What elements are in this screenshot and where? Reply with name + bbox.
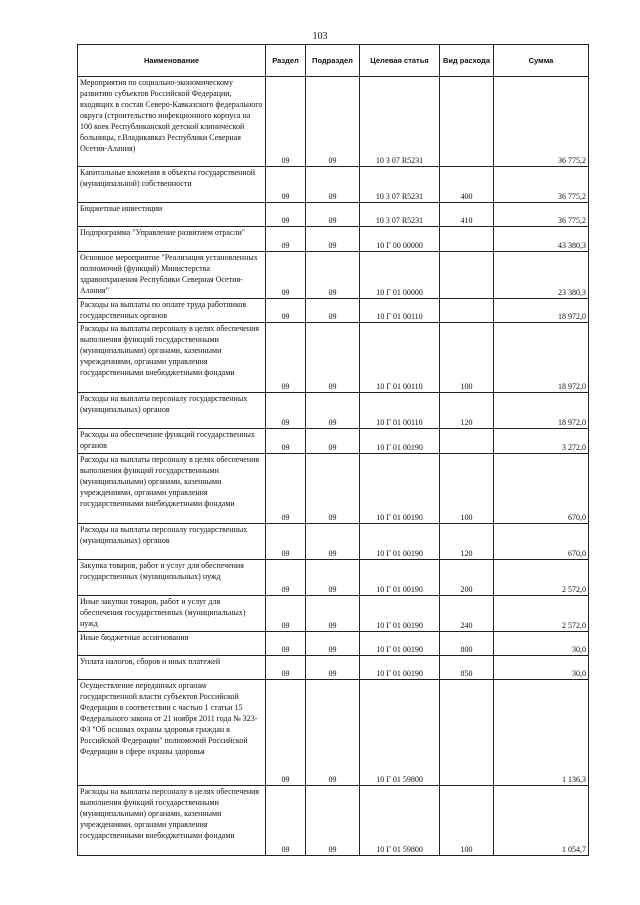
row-name: Закупка товаров, работ и услуг для обеспечения государственных (муниципальных) нужд xyxy=(78,560,266,596)
row-sum: 3 272,0 xyxy=(494,429,589,454)
row-section: 09 xyxy=(266,524,306,560)
header-sum: Сумма xyxy=(494,45,589,77)
row-subsection: 09 xyxy=(306,656,360,680)
row-target: 10 3 07 R5231 xyxy=(360,203,440,227)
table-row xyxy=(78,167,589,203)
page-number: 103 xyxy=(312,31,328,42)
row-subsection: 09 xyxy=(306,429,360,454)
budget-table xyxy=(77,44,589,856)
row-name: Уплата налогов, сборов и иных платежей xyxy=(78,656,266,680)
row-sum: 36 775,2 xyxy=(494,167,589,203)
row-subsection: 09 xyxy=(306,680,360,786)
row-name: Капитальные вложения в объекты государственной (муниципальной) собственности xyxy=(78,167,266,203)
row-subsection: 09 xyxy=(306,560,360,596)
row-sum: 670,0 xyxy=(494,454,589,524)
row-subsection: 09 xyxy=(306,167,360,203)
row-sum: 18 972,0 xyxy=(494,323,589,393)
row-name: Расходы на выплаты по оплате труда работников государственных органов xyxy=(78,299,266,323)
row-type: 100 xyxy=(440,454,494,524)
table-row xyxy=(78,560,589,596)
table-row xyxy=(78,77,589,167)
table-row xyxy=(78,429,589,454)
row-section: 09 xyxy=(266,299,306,323)
row-subsection: 09 xyxy=(306,252,360,299)
row-name: Мероприятия по социально-экономическому развитию субъектов Российской Федерации, входящих в состав Северо-Кавказского федерального округа (строительство инфекционного корпуса на 100 коек Республиканской детской клинической больницы, г.Владикавказ Республики Северная Осетия-Алания) xyxy=(78,77,266,167)
row-subsection: 09 xyxy=(306,227,360,252)
row-type xyxy=(440,77,494,167)
row-section: 09 xyxy=(266,656,306,680)
table-row xyxy=(78,454,589,524)
table-row xyxy=(78,786,589,856)
table-row xyxy=(78,656,589,680)
row-sum: 36 775,2 xyxy=(494,203,589,227)
header-target: Целевая статья xyxy=(360,45,440,77)
row-type xyxy=(440,680,494,786)
row-subsection: 09 xyxy=(306,203,360,227)
table-row xyxy=(78,299,589,323)
row-type: 100 xyxy=(440,786,494,856)
row-type xyxy=(440,252,494,299)
row-type xyxy=(440,227,494,252)
row-target: 10 Г 01 00190 xyxy=(360,632,440,656)
row-target: 10 Г 01 00110 xyxy=(360,393,440,429)
row-sum: 2 572,0 xyxy=(494,596,589,632)
row-name: Основное мероприятие "Реализация установленных полномочий (функций) Министерства здравоохранения Республики Северная Осетия-Алания" xyxy=(78,252,266,299)
row-sum: 43 380,3 xyxy=(494,227,589,252)
row-subsection: 09 xyxy=(306,454,360,524)
row-subsection: 09 xyxy=(306,77,360,167)
row-type: 850 xyxy=(440,656,494,680)
row-type: 400 xyxy=(440,167,494,203)
row-name: Бюджетные инвестиции xyxy=(78,203,266,227)
row-sum: 2 572,0 xyxy=(494,560,589,596)
row-type: 120 xyxy=(440,524,494,560)
row-target: 10 Г 01 00000 xyxy=(360,252,440,299)
row-target: 10 Г 01 00190 xyxy=(360,656,440,680)
row-section: 09 xyxy=(266,680,306,786)
row-sum: 23 380,3 xyxy=(494,252,589,299)
row-sum: 18 972,0 xyxy=(494,393,589,429)
row-type: 800 xyxy=(440,632,494,656)
row-sum: 1 136,3 xyxy=(494,680,589,786)
row-type: 100 xyxy=(440,323,494,393)
row-sum: 30,0 xyxy=(494,656,589,680)
row-type: 410 xyxy=(440,203,494,227)
row-target: 10 Г 01 59800 xyxy=(360,786,440,856)
row-name: Осуществление переданных органам государственной власти субъектов Российской Федерации в соответствии с частью 1 статьи 15 Федерального закона от 21 ноября 2011 года № 323-ФЗ "Об основах охраны здоровья граждан в Российской Федерации" полномочий Российской Федерации в сфере охраны здоровья xyxy=(78,680,266,786)
row-target: 10 Г 01 00190 xyxy=(360,454,440,524)
row-subsection: 09 xyxy=(306,596,360,632)
table-row xyxy=(78,632,589,656)
row-section: 09 xyxy=(266,393,306,429)
row-type xyxy=(440,299,494,323)
table-row xyxy=(78,524,589,560)
row-target: 10 Г 01 00190 xyxy=(360,596,440,632)
header-section: Раздел xyxy=(266,45,306,77)
header-name: Наименование xyxy=(78,45,266,77)
row-section: 09 xyxy=(266,252,306,299)
header-subsection: Подраздел xyxy=(306,45,360,77)
row-target: 10 Г 01 00190 xyxy=(360,524,440,560)
table-row xyxy=(78,596,589,632)
row-section: 09 xyxy=(266,227,306,252)
row-subsection: 09 xyxy=(306,632,360,656)
row-target: 10 Г 01 00110 xyxy=(360,323,440,393)
row-subsection: 09 xyxy=(306,323,360,393)
row-subsection: 09 xyxy=(306,299,360,323)
table-header-row xyxy=(78,45,589,77)
row-name: Подпрограмма "Управление развитием отрасли" xyxy=(78,227,266,252)
row-section: 09 xyxy=(266,454,306,524)
row-sum: 18 972,0 xyxy=(494,299,589,323)
row-type: 200 xyxy=(440,560,494,596)
row-subsection: 09 xyxy=(306,524,360,560)
header-type: Вид расхода xyxy=(440,45,494,77)
row-target: 10 Г 00 00000 xyxy=(360,227,440,252)
row-name: Расходы на выплаты персоналу в целях обеспечения выполнения функций государственными (муниципальными) органами, казенными учреждениями, органами управления государственными внебюджетными фондами xyxy=(78,454,266,524)
row-subsection: 09 xyxy=(306,393,360,429)
row-target: 10 Г 01 00190 xyxy=(360,429,440,454)
table-row xyxy=(78,203,589,227)
row-type: 120 xyxy=(440,393,494,429)
table-row xyxy=(78,680,589,786)
row-section: 09 xyxy=(266,632,306,656)
row-section: 09 xyxy=(266,77,306,167)
row-target: 10 3 07 R5231 xyxy=(360,77,440,167)
row-sum: 1 054,7 xyxy=(494,786,589,856)
row-section: 09 xyxy=(266,203,306,227)
row-section: 09 xyxy=(266,596,306,632)
row-type xyxy=(440,429,494,454)
row-name: Иные закупки товаров, работ и услуг для обеспечения государственных (муниципальных) нужд xyxy=(78,596,266,632)
row-target: 10 Г 01 00110 xyxy=(360,299,440,323)
row-sum: 30,0 xyxy=(494,632,589,656)
row-target: 10 Г 01 59800 xyxy=(360,680,440,786)
row-subsection: 09 xyxy=(306,786,360,856)
row-sum: 670,0 xyxy=(494,524,589,560)
table-row xyxy=(78,227,589,252)
row-section: 09 xyxy=(266,167,306,203)
table-row xyxy=(78,323,589,393)
row-sum: 36 775,2 xyxy=(494,77,589,167)
row-section: 09 xyxy=(266,560,306,596)
row-section: 09 xyxy=(266,323,306,393)
row-name: Иные бюджетные ассигнования xyxy=(78,632,266,656)
row-name: Расходы на выплаты персоналу в целях обеспечения выполнения функций государственными (муниципальными) органами, казенными учреждениями, органами управления государственными внебюджетными фондами xyxy=(78,786,266,856)
table-row xyxy=(78,252,589,299)
row-name: Расходы на выплаты персоналу государственных (муниципальных) органов xyxy=(78,393,266,429)
table-row xyxy=(78,393,589,429)
row-section: 09 xyxy=(266,786,306,856)
row-name: Расходы на выплаты персоналу государственных (муниципальных) органов xyxy=(78,524,266,560)
row-name: Расходы на выплаты персоналу в целях обеспечения выполнения функций государственными (муниципальными) органами, казенными учреждениями, органами управления государственными внебюджетными фондами xyxy=(78,323,266,393)
row-section: 09 xyxy=(266,429,306,454)
row-target: 10 3 07 R5231 xyxy=(360,167,440,203)
row-target: 10 Г 01 00190 xyxy=(360,560,440,596)
row-name: Расходы на обеспечение функций государственных органов xyxy=(78,429,266,454)
row-type: 240 xyxy=(440,596,494,632)
